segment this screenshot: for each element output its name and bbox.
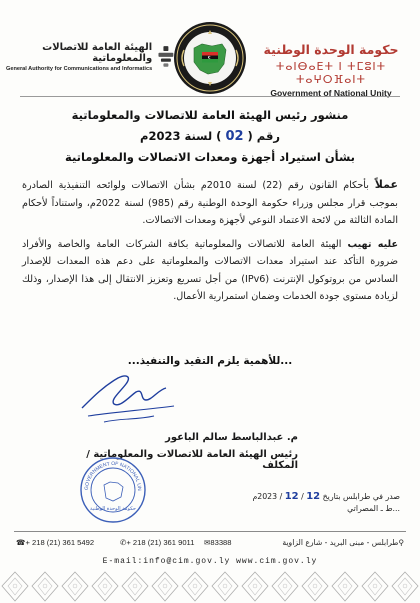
gaci-logo-icon <box>156 42 176 70</box>
fax-number: ☎ + 218 (21) 361 5492 <box>16 538 95 547</box>
authority-name-ar: الهيئة العامة للاتصالات والمعلوماتية <box>42 42 153 64</box>
ornament-pattern-icon <box>0 570 420 603</box>
footer-web <box>0 557 420 566</box>
libya-emblem-icon <box>172 20 248 96</box>
address-text: طرابلس - مبنى البريد - شارع الزاوية <box>282 538 399 547</box>
circular-body <box>22 176 398 312</box>
circular-number <box>0 129 420 144</box>
signatory-name: م. عبدالباسط سالم الباعور <box>165 432 298 443</box>
circular-number-suffix: ) لسنة 2023م <box>140 129 222 143</box>
circular-number-value: 02 <box>225 129 244 144</box>
preamble-paragraph <box>22 176 398 230</box>
gov-name-tifinagh: ⵜⴰⵏⴱⴰⴹⵜ ⵏ ⵜⵎⵓⵏⵜ ⵜⴰⵖⵔⴼⴰⵏⵜ <box>275 60 387 86</box>
po-box-text: 83388 <box>210 538 232 547</box>
authority-name-en: General Authority for Communications and Informatics <box>6 66 153 72</box>
email-link[interactable]: E-mail:info@cim.gov.ly <box>102 557 231 566</box>
authority-header <box>6 42 176 72</box>
gov-header <box>256 42 406 98</box>
signature-icon <box>74 366 184 428</box>
footer-contacts <box>0 538 420 552</box>
footer-divider <box>14 531 406 532</box>
preamble-text: بأحكام القانون رقم (22) لسنة 2010م بشأن الاتصالات ولوائحه التنفيذية الصادرة بموجب قرار مجلس وزراء حكومة الوحدة الوطنية رقم (985) لسنة 2022م، واستناداً لأحكام المادة الثالثة من لائحة الاعتماد النوعي لأجهزة ومعدات الاتصالات. <box>22 180 398 226</box>
directive-paragraph <box>22 236 398 306</box>
directive-lead: عليه تهيب <box>347 238 398 250</box>
issue-date-label: صدر في طرابلس بتاريخ <box>322 492 400 501</box>
phone-number: ✆ + 218 (21) 361 9011 <box>120 538 195 547</box>
issue-month: 12 <box>284 491 299 502</box>
stamp-ar-text: حكومة الوحدة الوطنية <box>90 506 136 512</box>
directive-text: الهيئة العامة للاتصالات والمعلوماتية بكافة الشركات العامة والخاصة والأفراد ضرورة التأكد عند استيراد معدات الاتصالات والمعلوماتية على دعم هذه المعدات للإصدار السادس من بروتوكول الإنترنت (IPv6) من أجل تسريع وتعزيز الانتقال إلى هذا الإصدار، وذلك لزيادة مستوى جودة الخدمات وضمان استمرارية الأعمال. <box>22 238 398 302</box>
address: ⚲ طرابلس - مبنى البريد - شارع الزاوية <box>282 538 404 547</box>
fax-number-text: + 218 (21) 361 5492 <box>25 538 95 547</box>
web-link[interactable]: www.cim.gov.ly <box>236 557 318 566</box>
gov-name-en: Government of National Unity <box>270 88 392 98</box>
circular-title: منشور رئيس الهيئة العامة للاتصالات والمعلوماتية <box>71 108 349 122</box>
reference-initials: ...ط ـ المصراتي <box>347 504 400 513</box>
official-stamp-icon <box>78 455 148 525</box>
po-box: ✉ 83388 <box>204 538 232 547</box>
preamble-lead: عملاً <box>374 178 398 191</box>
gov-name-ar: حكومة الوحدة الوطنية <box>263 42 399 57</box>
circular-number-prefix: رقم ( <box>247 129 280 143</box>
svg-text:GOVERNMENT OF NATIONAL UNITY <box>78 455 142 491</box>
enforcement-note: ...للأهمية يلزم التقيد والتنفيذ... <box>127 355 293 367</box>
issue-year: 2023م <box>252 492 278 501</box>
signatory-title: رئيس الهيئة العامة للاتصالات والمعلوماتية / المكلف <box>86 449 298 471</box>
circular-subject: بشأن استيراد أجهزة ومعدات الاتصالات والمعلوماتية <box>64 150 355 164</box>
phone-number-text: + 218 (21) 361 9011 <box>126 538 195 547</box>
issue-day: 12 <box>306 491 321 502</box>
stamp-top-text: GOVERNMENT OF NATIONAL UN <box>83 460 143 491</box>
header-divider <box>20 96 400 97</box>
issue-date: صدر في طرابلس بتاريخ 12 / 12 / 2023م <box>252 491 400 502</box>
